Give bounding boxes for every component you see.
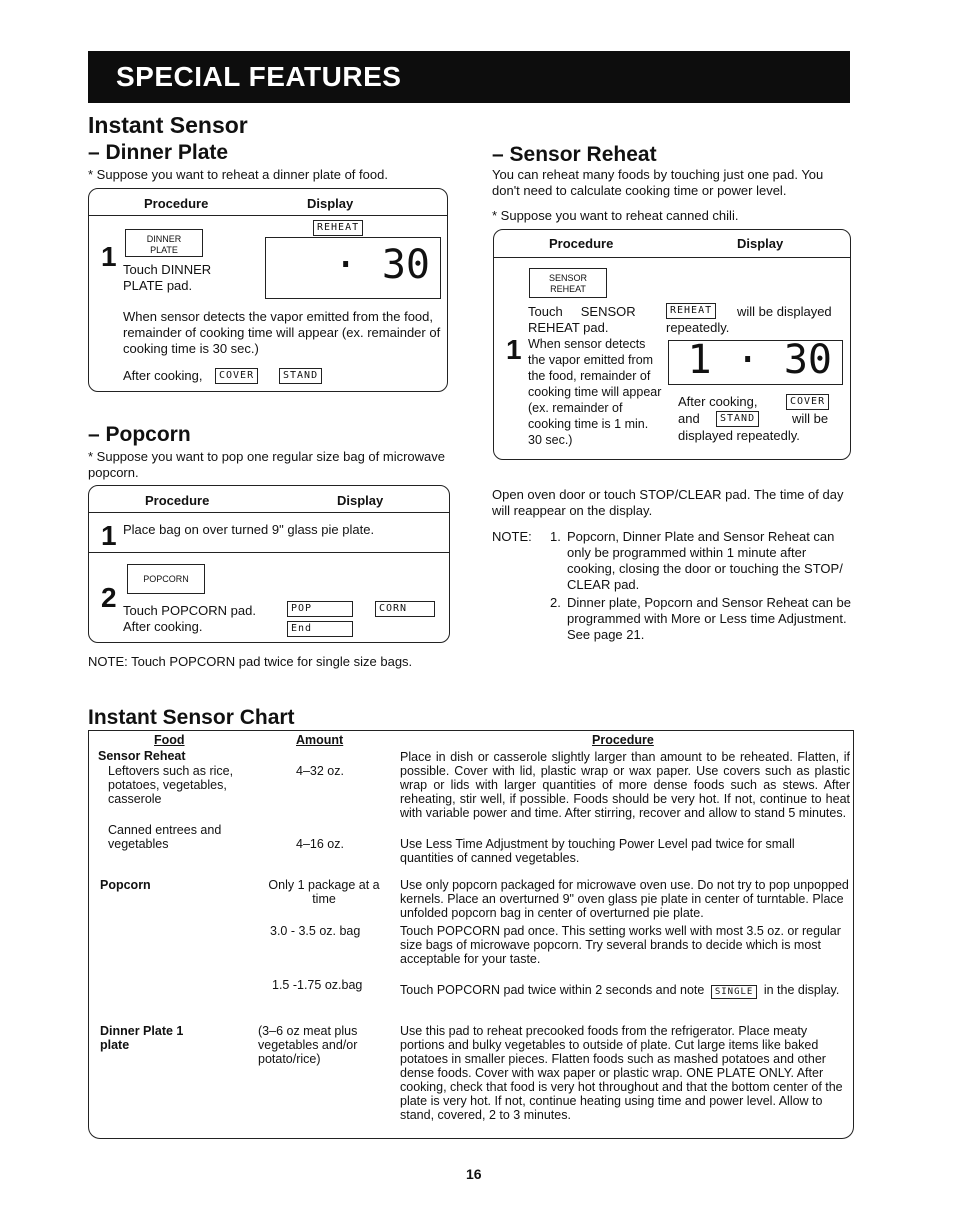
chart-procedure-dinner-plate: Use this pad to reheat precooked foods from the refrigerator. Place meaty portions and bulky vegetables to outside of plate. Cut large items like baked potatoes in smaller pieces. Flatten foods such as mashed potatoes and other dense foods. Cover with wax paper or plastic wrap. ONE PLATE ONLY. After cooking, check that food is very hot throughout and that the bottom center of the plate is very hot. If not, continue heating using time and power level. Allow to stand, covered, 2 to 3 minutes. [400, 1024, 843, 1122]
lcd-reheat: REHEAT [666, 303, 716, 319]
will-be-label: will be [792, 411, 829, 426]
chart-amount-dinner-plate: (3–6 oz meat plus vegetables and/or potato/rice) [258, 1024, 358, 1066]
chart-col-amount: Amount [296, 733, 344, 747]
dinner-plate-procedure-box [88, 188, 448, 392]
display-time: 1 · 30 [687, 337, 832, 383]
chart-amount-leftovers: 4–32 oz. [296, 764, 344, 778]
step-number-1: 1 [101, 520, 117, 551]
lcd-single: SINGLE [711, 985, 758, 999]
display-header: Display [737, 236, 784, 251]
popcorn-procedure-box [88, 485, 450, 643]
chart-col-procedure: Procedure [592, 733, 654, 747]
chart-amount-regular-bag: 3.0 - 3.5 oz. bag [270, 924, 361, 938]
lcd-pop: POP [287, 601, 353, 617]
procedure-header: Procedure [145, 493, 210, 508]
display-panel [265, 237, 441, 299]
sensor-reheat-intro: You can reheat many foods by touching just one pad. You don't need to calculate cooking time or power level. [492, 167, 824, 198]
single-bag-text: Touch POPCORN pad twice within 2 seconds and note [400, 983, 705, 997]
chart-amount-single-bag: 1.5 -1.75 oz.bag [272, 978, 363, 992]
chart-food-canned: Canned entrees and vegetables [108, 823, 222, 851]
step-number-2: 2 [101, 582, 117, 613]
procedure-header: Procedure [144, 196, 209, 211]
sensor-note: When sensor detects the vapor emitted from the food, remainder of cooking time will appear (ex. remainder of cooking time is 1 min. 30 sec.) [528, 337, 662, 447]
banner-title: SPECIAL FEATURES [116, 61, 402, 92]
header-divider [494, 257, 850, 258]
note-label: NOTE: [492, 529, 532, 544]
dinner-plate-heading: – Dinner Plate [88, 141, 229, 164]
chart-food-dinner-plate: Dinner Plate 1 plate [100, 1024, 184, 1052]
pad-label-line1: SENSOR [548, 273, 587, 283]
touch-instruction-line2: REHEAT pad. [528, 320, 609, 335]
touch-instruction-line1: Touch SENSOR [528, 304, 636, 319]
chart-procedure-leftovers: Place in dish or casserole slightly larger than amount to be reheated. Flatten, if possible. Cover with lid, plastic wrap or wax paper. Use covers such as plastic wrap or lids with larger quantities of more dense foods such as stews. After reheating, stir well, if possible. Foods should be very hot. If not, continue to heat with variable power and time. After stirring, recover and allow to stand 5 minutes. [400, 750, 850, 820]
popcorn-heading: – Popcorn [88, 423, 191, 446]
page-number: 16 [466, 1166, 482, 1182]
chart-heading: Instant Sensor Chart [88, 706, 295, 729]
note1-text: Popcorn, Dinner Plate and Sensor Reheat can only be programmed within 1 minute after cooking, closing the door or touching the STOP/ CLEAR pad. [567, 529, 843, 592]
step-number: 1 [101, 241, 117, 272]
sensor-reheat-suppose: * Suppose you want to reheat canned chili. [492, 208, 739, 223]
procedure-header: Procedure [549, 236, 614, 251]
header-divider [89, 215, 447, 216]
step-divider [89, 552, 449, 553]
lcd-cover: COVER [215, 368, 258, 384]
lcd-reheat: REHEAT [313, 220, 363, 236]
touch-instruction-line1: Touch DINNER [123, 262, 212, 277]
chart-procedure-popcorn: Use only popcorn packaged for microwave oven use. Do not try to pop unpopped kernels. Place an overturned 9" oven glass pie plate in center of turntable. Place unfolded popcorn bag in center of overturned pie plate. [400, 878, 849, 920]
will-be-displayed: will be displayed [737, 304, 832, 319]
touch-instruction: Touch POPCORN pad. [123, 603, 256, 618]
chart-col-food: Food [154, 733, 185, 747]
after-cooking-label: After cooking, [123, 368, 203, 383]
chart-procedure-canned: Use Less Time Adjustment by touching Power Level pad twice for small quantities of canned vegetables. [400, 837, 795, 865]
pad-label-line2: PLATE [150, 245, 178, 255]
chart-amount-canned: 4–16 oz. [296, 837, 344, 851]
chart-procedure-regular-bag: Touch POPCORN pad once. This setting works well with most 3.5 oz. or regular size bags of microwave popcorn. Try several brands to decide which is most acceptable for your taste. [400, 924, 841, 966]
displayed-repeatedly: displayed repeatedly. [678, 428, 800, 443]
dinner-plate-pad-icon [125, 229, 203, 257]
lcd-stand: STAND [716, 411, 759, 427]
sensor-reheat-pad-icon [529, 268, 607, 298]
sensor-reheat-heading: – Sensor Reheat [492, 143, 657, 166]
pad-label-line1: DINNER [146, 234, 182, 244]
popcorn-intro: * Suppose you want to pop one regular size bag of microwave popcorn. [88, 449, 445, 480]
section-banner [88, 51, 850, 103]
touch-instruction-line2: PLATE pad. [123, 278, 193, 293]
header-divider [89, 512, 449, 513]
lcd-end: End [287, 621, 353, 637]
lcd-cover: COVER [786, 394, 829, 410]
step-number: 1 [506, 334, 522, 365]
sensor-note: When sensor detects the vapor emitted from the food, remainder of cooking time will appear (ex. remainder of cooking time is 30 sec.) [123, 309, 441, 356]
after-cooking-label: After cooking. [123, 619, 203, 634]
display-header: Display [337, 493, 384, 508]
chart-food-leftovers: Leftovers such as rice, potatoes, vegetables, casserole [108, 764, 234, 806]
step1-text: Place bag on over turned 9" glass pie plate. [123, 522, 375, 537]
chart-food-popcorn: Popcorn [100, 878, 151, 892]
open-door-text: Open oven door or touch STOP/CLEAR pad. The time of day will reappear on the display. [492, 487, 844, 518]
pad-label-line2: REHEAT [550, 284, 586, 294]
display-time: · 30 [333, 242, 430, 288]
display-header: Display [307, 196, 354, 211]
repeatedly-label: repeatedly. [666, 320, 730, 335]
note1-number: 1. [550, 529, 561, 544]
chart-amount-popcorn: Only 1 package at a time [268, 878, 380, 906]
and-label: and [678, 411, 700, 426]
note2-text: Dinner plate, Popcorn and Sensor Reheat can be programmed with More or Less time Adjustment. See page 21. [567, 595, 852, 642]
chart-food-sensor-reheat: Sensor Reheat [98, 749, 186, 763]
dinner-plate-intro: * Suppose you want to reheat a dinner plate of food. [88, 167, 388, 182]
note2-number: 2. [550, 595, 561, 610]
popcorn-note: NOTE: Touch POPCORN pad twice for single size bags. [88, 654, 413, 669]
pad-label: POPCORN [143, 574, 189, 584]
lcd-corn: CORN [375, 601, 435, 617]
display-panel [668, 337, 843, 385]
single-bag-text-end: in the display. [763, 983, 840, 997]
lcd-stand: STAND [279, 368, 322, 384]
sensor-reheat-procedure-box [493, 229, 851, 460]
after-cooking-label: After cooking, [678, 394, 758, 409]
popcorn-pad-icon [127, 564, 205, 594]
page-title: Instant Sensor [88, 112, 248, 138]
chart-procedure-single-bag [400, 983, 850, 999]
